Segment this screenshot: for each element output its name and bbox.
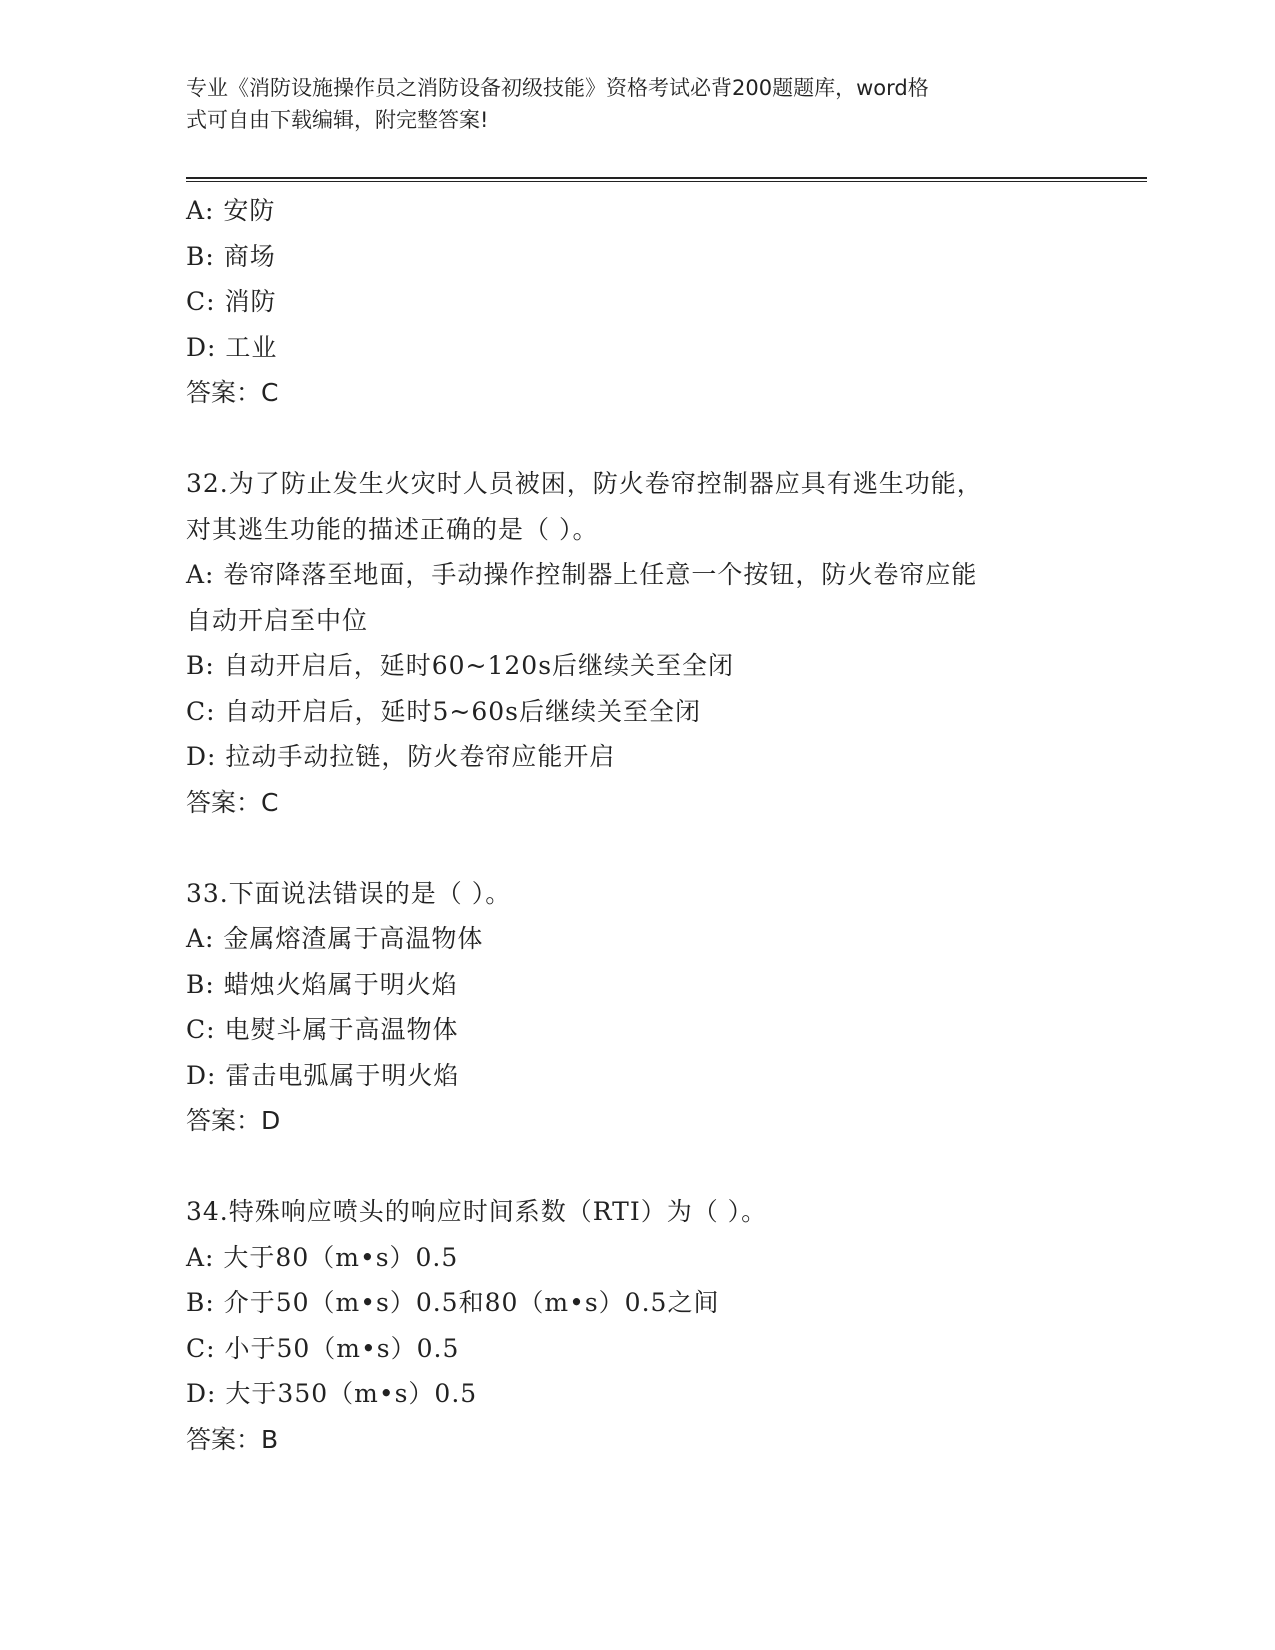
option-b: B: 商场	[186, 241, 276, 271]
option-c: C: 小于50（m•s）0.5	[186, 1333, 460, 1363]
question-spacer	[186, 416, 1086, 462]
option-b: B: 介于50（m•s）0.5和80（m•s）0.5之间	[186, 1288, 720, 1317]
question-spacer	[186, 1144, 1086, 1190]
option-d: D: 雷击电弧属于明火焰	[186, 1060, 460, 1090]
question-stem-line-1: 32.为了防止发生火灾时人员被困，防火卷帘控制器应具有逃生功能，	[186, 469, 983, 498]
option-a: A: 金属熔渣属于高温物体	[186, 924, 484, 953]
header-line-2: 式可自由下载编辑，附完整答案!	[186, 108, 489, 132]
option-d: D: 工业	[186, 332, 278, 362]
option-c: C: 电熨斗属于高温物体	[186, 1015, 459, 1044]
option-c: C: 自动开启后，延时5~60s后继续关至全闭	[186, 696, 701, 726]
question-34	[186, 1189, 1086, 1462]
question-stem: 33.下面说法错误的是（ ）。	[186, 878, 512, 908]
question-stem-line-2: 对其逃生功能的描述正确的是（ ）。	[186, 514, 599, 544]
option-b: B: 自动开启后，延时60~120s后继续关至全闭	[186, 651, 735, 680]
option-c: C: 消防	[186, 287, 277, 316]
question-stem: 34.特殊响应喷头的响应时间系数（RTI）为（ ）。	[186, 1197, 768, 1226]
option-b: B: 蜡烛火焰属于明火焰	[186, 969, 458, 999]
question-list	[186, 188, 1086, 1462]
option-a-line-1: A: 卷帘降落至地面，手动操作控制器上任意一个按钮，防火卷帘应能	[186, 560, 978, 589]
question-spacer	[186, 825, 1086, 871]
header-line-1: 专业《消防设施操作员之消防设备初级技能》资格考试必背200题题库，word格	[186, 76, 929, 100]
option-a: A: 安防	[186, 196, 276, 225]
question-31-continuation	[186, 188, 1086, 416]
answer-line: 答案：C	[186, 787, 279, 817]
option-a: A: 大于80（m•s）0.5	[186, 1242, 459, 1272]
question-33	[186, 871, 1086, 1144]
answer-line: 答案：B	[186, 1424, 279, 1454]
answer-line: 答案：C	[186, 378, 279, 407]
document-header	[186, 72, 1066, 136]
answer-line: 答案：D	[186, 1106, 281, 1135]
question-32	[186, 461, 1086, 825]
option-d: D: 拉动手动拉链，防火卷帘应能开启	[186, 742, 616, 771]
header-divider	[186, 177, 1147, 182]
option-d: D: 大于350（m•s）0.5	[186, 1379, 478, 1408]
option-a-line-2: 自动开启至中位	[186, 605, 369, 635]
